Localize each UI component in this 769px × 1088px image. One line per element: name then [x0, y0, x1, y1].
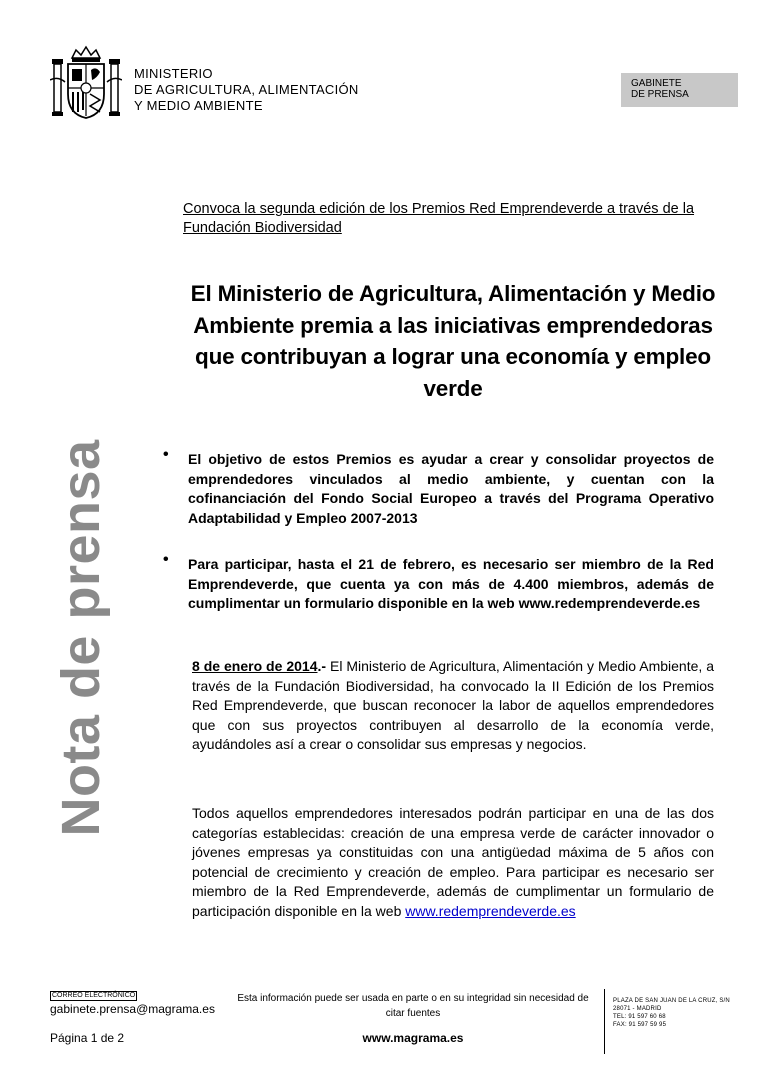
coat-of-arms-logo: [50, 44, 122, 120]
press-office-line: GABINETE: [631, 78, 682, 89]
body-paragraph: [192, 804, 714, 921]
email-label: CORREO ELECTRÓNICO: [52, 992, 136, 999]
paragraph-text: Todos aquellos emprendedores interesados podrán participar en una de las dos categorías establecidas: creación de una empresa verde de carácter innovador o jóvenes empresas ya constituidas con una antigüedad máxima de 5 años con potencial de crecimiento y creación de empleo. Para participar es necesario ser miembro de la Red Emprendeverde, además de cumplimentar un formulario de participación disponible en la web: [192, 805, 714, 919]
ministry-line: Y MEDIO AMBIENTE: [134, 98, 263, 113]
subtitle: Convoca la segunda edición de los Premios Red Emprendeverde a través de la Fundación Biodiversidad: [183, 201, 695, 236]
bullet-dot: •: [163, 551, 169, 568]
website-link[interactable]: www.redemprendeverde.es: [405, 902, 576, 919]
bullet-dot: •: [163, 446, 169, 463]
press-note-label: [50, 438, 111, 837]
footer-website[interactable]: www.magrama.es: [362, 1031, 464, 1045]
press-office-line: DE PRENSA: [631, 89, 689, 100]
address-line: PLAZA DE SAN JUAN DE LA CRUZ, S/N: [613, 998, 730, 1004]
address-line: 28071 - MADRID: [613, 1006, 662, 1012]
usage-disclaimer: Esta información puede ser usada en parte o en su integridad sin necesidad de citar fuentes: [237, 993, 589, 1019]
release-date: 8 de enero de 2014: [192, 658, 318, 674]
highlight-bullet: Para participar, hasta el 21 de febrero, es necesario ser miembro de la Red Emprendeverde, que cuenta ya con más de 4.400 miembros, además de cumplimentar un formulario disponible en la web www.redemprendeverde.es: [188, 556, 714, 611]
press-note-text: Nota de prensa: [50, 438, 111, 837]
headline: El Ministerio de Agricultura, Alimentación y Medio Ambiente premia a las iniciativas emprendedoras que contribuyan a lograr una economía y empleo verde: [190, 281, 716, 401]
ministry-line: DE AGRICULTURA, ALIMENTACIÓN: [134, 82, 359, 97]
paragraph-text: El Ministerio de Agricultura, Alimentación y Medio Ambiente, a través de la Fundación Biodiversidad, ha convocado la II Edición de los Premios Red Emprendeverde, que buscan reconocer la labor de aquellos emprendedores que con sus proyectos contribuyen al desarrollo de la economía verde, ayudándoles así a crear o consolidar sus empresas y negocios.: [192, 658, 714, 752]
footer-divider: [604, 989, 605, 1054]
highlight-bullet: El objetivo de estos Premios es ayudar a crear y consolidar proyectos de emprendedores vinculados al medio ambiente, y cuentan con la cofinanciación del Fondo Social Europeo a través del Programa Operativo Adaptabilidad y Empleo 2007-2013: [188, 451, 714, 526]
email-address[interactable]: gabinete.prensa@magrama.es: [50, 1002, 215, 1016]
press-office-box: [621, 73, 738, 107]
address-line: TEL: 91 597 60 68: [613, 1014, 666, 1020]
ministry-line: MINISTERIO: [134, 66, 213, 81]
page-number: Página 1 de 2: [50, 1031, 125, 1045]
postal-address: [613, 997, 730, 1029]
address-line: FAX: 91 597 59 95: [613, 1022, 667, 1028]
date-suffix: .-: [317, 658, 327, 674]
ministry-name: [134, 66, 359, 114]
body-paragraph: [192, 657, 714, 755]
